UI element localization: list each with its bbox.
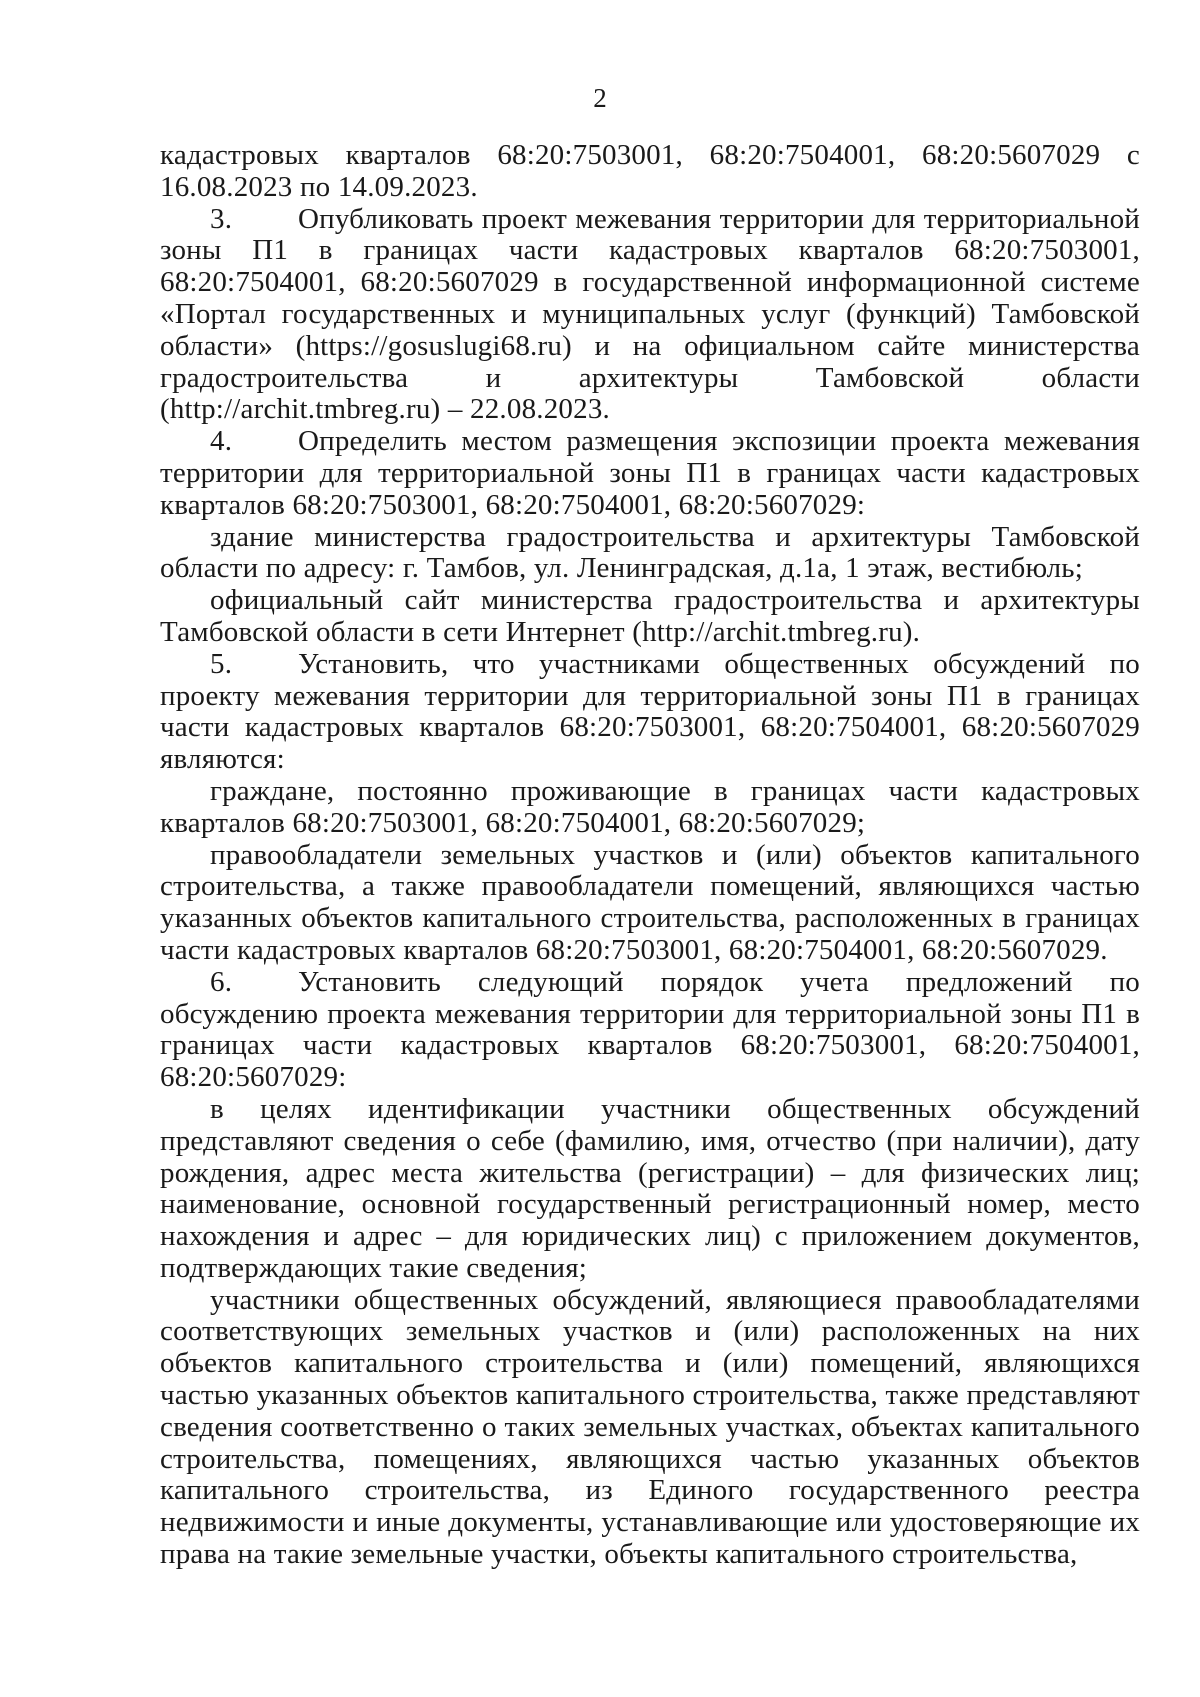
paragraph-text: Установить следующий порядок учета предложений по обсуждению проекта межевания территории для территориальной зоны П1 в границах части кадастровых кварталов 68:20:7503001, 68:20:7504001, 68:20:5607029: — [160, 965, 1140, 1094]
paragraph-participants-owners — [160, 840, 1140, 967]
paragraph-text: Установить, что участниками общественных обсуждений по проекту межевания территории для территориальной зоны П1 в границах части кадастровых кварталов 68:20:7503001, 68:20:7504001, 68:20:5607029 являются: — [160, 647, 1140, 776]
paragraph-number: 5. — [210, 647, 233, 680]
paragraph-number: 4. — [210, 425, 233, 458]
paragraph-item-5 — [160, 649, 1140, 776]
paragraph-identification — [160, 1094, 1140, 1285]
page-number: 2 — [593, 83, 607, 113]
paragraph-text: участники общественных обсуждений, являющиеся правообладателями соответствующих земельных участков и (или) расположенных на них объектов капитального строительства и (или) помещений, являющихся частью указанных объектов капитального строительства, также представляют сведения соответственно о таких земельных участках, объектах капитального строительства, помещениях, являющихся частью указанных объектов капитального строительства, из Единого государственного реестра недвижимости и иные документы, устанавливающие или удостоверяющие их права на такие земельные участки, объекты капитального строительства, — [160, 1283, 1140, 1571]
paragraph-text: Определить местом размещения экспозиции проекта межевания территории для территориальной зоны П1 в границах части кадастровых кварталов 68:20:7503001, 68:20:7504001, 68:20:5607029: — [160, 425, 1140, 521]
paragraph-text: кадастровых кварталов 68:20:7503001, 68:20:7504001, 68:20:5607029 с 16.08.2023 по 14.09.2023. — [160, 139, 1140, 203]
paragraph-text: здание министерства градостроительства и архитектуры Тамбовской области по адресу: г. Тамбов, ул. Ленинградская, д.1а, 1 этаж, вестибюль; — [160, 520, 1140, 585]
document-body — [160, 140, 1140, 1571]
paragraph-number: 3. — [210, 202, 233, 235]
paragraph-text: граждане, постоянно проживающие в границах части кадастровых кварталов 68:20:7503001, 68:20:7504001, 68:20:5607029; — [160, 774, 1140, 839]
paragraph-text: правообладатели земельных участков и (или) объектов капитального строительства, а также правообладатели помещений, являющихся частью указанных объектов капитального строительства, расположенных в границах части кадастровых кварталов 68:20:7503001, 68:20:7504001, 68:20:5607029. — [160, 838, 1140, 966]
paragraph-location-website — [160, 585, 1140, 649]
paragraph-item-3 — [160, 204, 1140, 427]
paragraph-text: официальный сайт министерства градостроительства и архитектуры Тамбовской области в сети Интернет (http://archit.tmbreg.ru). — [160, 584, 1140, 648]
paragraph-participants-citizens — [160, 776, 1140, 840]
paragraph-rights-holders — [160, 1285, 1140, 1571]
paragraph-number: 6. — [210, 965, 233, 998]
paragraph-text: Опубликовать проект межевания территории для территориальной зоны П1 в границах части кадастровых кварталов 68:20:7503001, 68:20:7504001, 68:20:5607029 в государственной информационной системе «Портал государственных и муниципальных услуг (функций) Тамбовской области» (https://gosuslugi68.ru) и на официальном сайте министерства градостроительства и архитектуры Тамбовской области (http://archit.tmbreg.ru) – 22.08.2023. — [160, 202, 1140, 426]
paragraph-location-building — [160, 522, 1140, 586]
paragraph-item-6 — [160, 967, 1140, 1094]
paragraph-item-4 — [160, 426, 1140, 521]
paragraph-continuation — [160, 140, 1140, 204]
paragraph-text: в целях идентификации участники общественных обсуждений представляют сведения о себе (фамилию, имя, отчество (при наличии), дату рождения, адрес места жительства (регистрации) – для физических лиц; наименование, основной государственный регистрационный номер, место нахождения и адрес – для юридических лиц) с приложением документов, подтверждающих такие сведения; — [160, 1092, 1140, 1284]
